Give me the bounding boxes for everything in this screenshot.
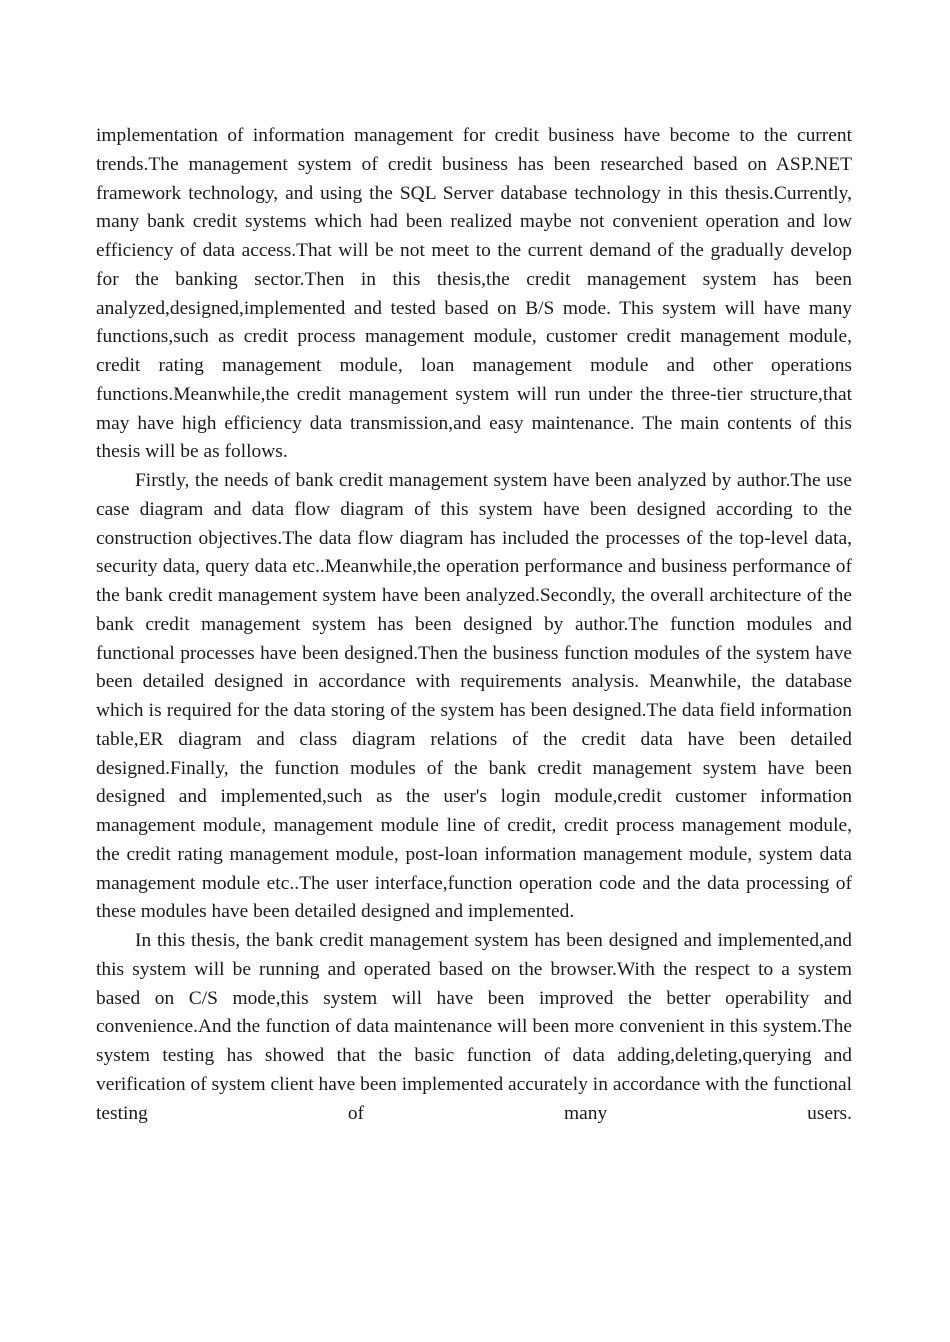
paragraph-1: implementation of information management for credit business have become to the current trends.The management system of credit business has been researched based on ASP.NET framework technology, and using the SQL Server database technology in this thesis.Currently, many bank credit systems which had been realized maybe not convenient operation and low efficiency of data access.That will be not meet to the current demand of the gradually develop for the banking sector.Then in this thesis,the credit management system has been analyzed,designed,implemented and tested based on B/S mode. This system will have many functions,such as credit process management module, customer credit management module, credit rating management module, loan management module and other operations functions.Meanwhile,the credit management system will run under the three-tier structure,that may have high efficiency data transmission,and easy maintenance. The main contents of this thesis will be as follows. — [96, 125, 852, 463]
document-text-block — [96, 122, 852, 1128]
paragraph-3: In this thesis, the bank credit management system has been designed and implemented,and this system will be running and operated based on the browser.With the respect to a system based on C/S mode,this system will have been improved the better operability and convenience.And the function of data maintenance will been more convenient in this system.The system testing has showed that the basic function of data adding,deleting,querying and verification of system client have been implemented accurately in accordance with the functional testing of many users. — [96, 930, 852, 1124]
paragraph-2: Firstly, the needs of bank credit management system have been analyzed by author.The use case diagram and data flow diagram of this system have been designed according to the construction objectives.The data flow diagram has included the processes of the top-level data, security data, query data etc..Meanwhile,the operation performance and business performance of the bank credit management system have been analyzed.Secondly, the overall architecture of the bank credit management system has been designed by author.The function modules and functional processes have been designed.Then the business function modules of the system have been detailed designed in accordance with requirements analysis. Meanwhile, the database which is required for the data storing of the system has been designed.The data field information table,ER diagram and class diagram relations of the credit data have been detailed designed.Finally, the function modules of the bank credit management system have been designed and implemented,such as the user's login module,credit customer information management module, management module line of credit, credit process management module, the credit rating management module, post-loan information management module, system data management module etc..The user interface,function operation code and the data processing of these modules have been detailed designed and implemented. — [96, 470, 852, 923]
